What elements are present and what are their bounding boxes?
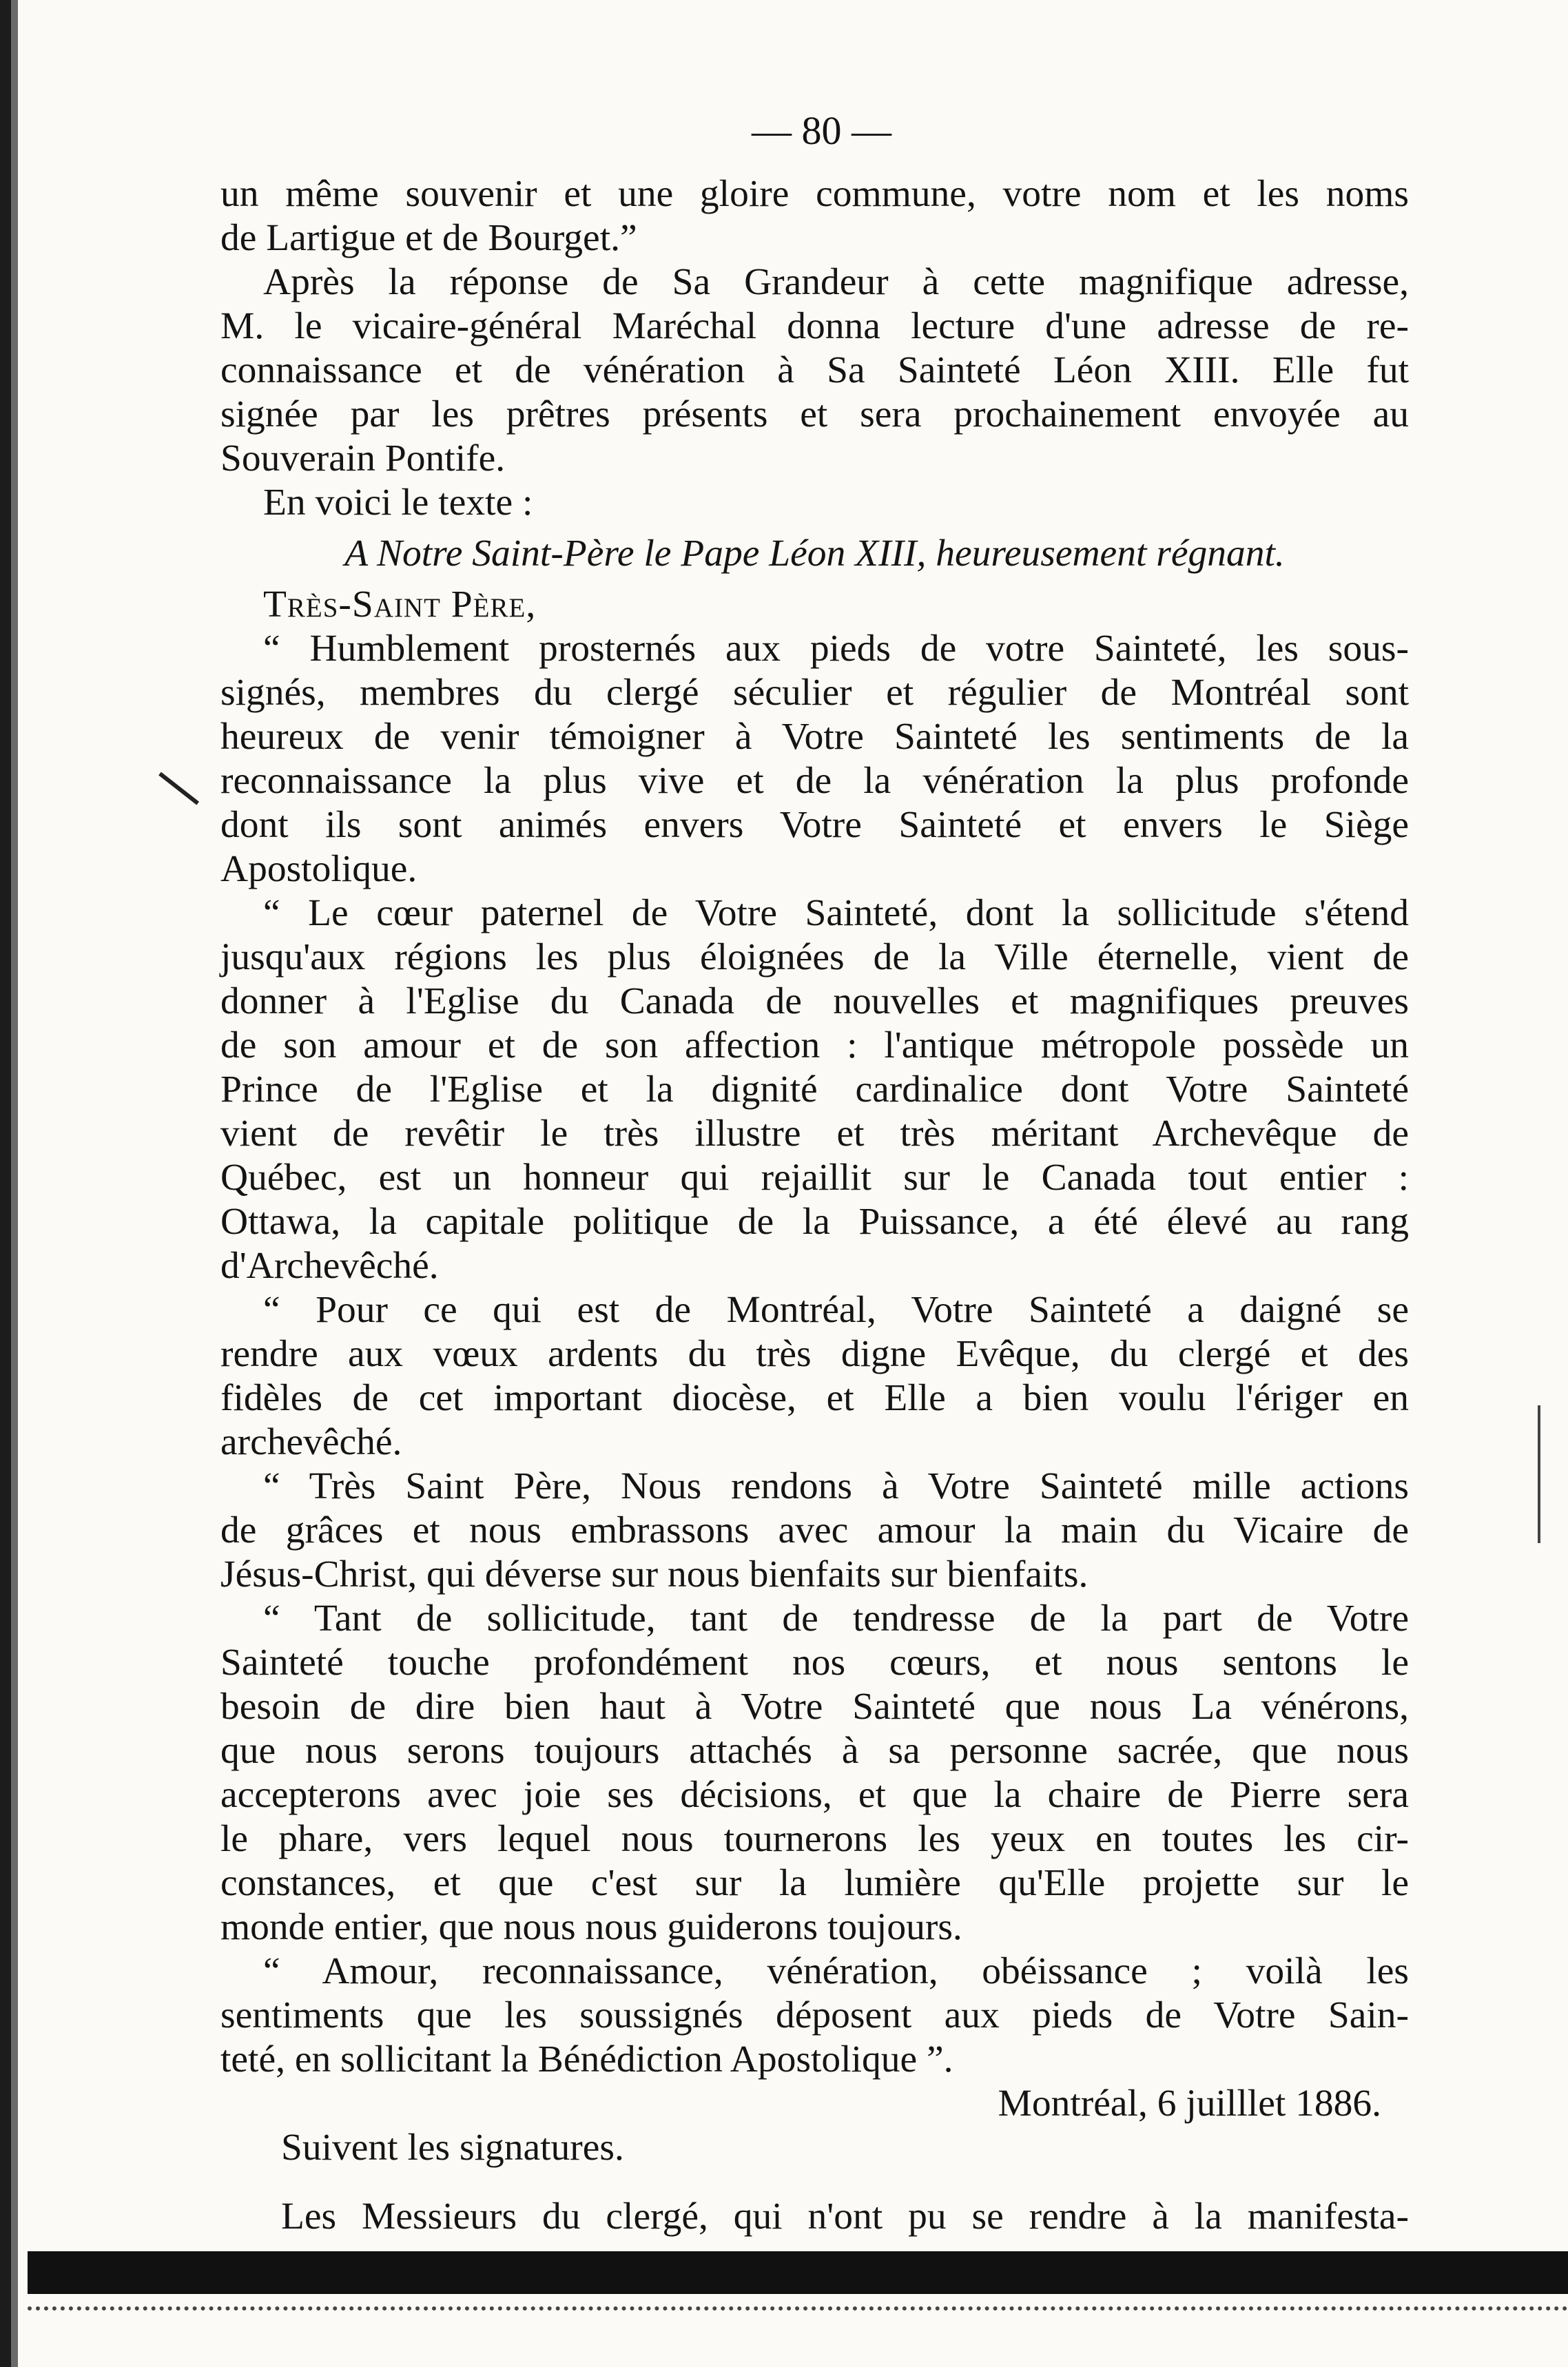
text-line: Jésus-Christ, qui déverse sur nous bienfaits sur bienfaits. [220,1553,1089,1595]
text-line: dont ils sont animés envers Votre Sainteté et envers le Siège [220,804,1409,846]
address-heading: A Notre Saint-Père le Pape Léon XIII, heureusement régnant. [344,533,1285,575]
signatures-note: Suivent les signatures. [281,2127,624,2169]
text-line: “ Le cœur paternel de Votre Sainteté, dont la sollicitude s'étend [263,892,1409,934]
text-line: En voici le texte : [263,482,533,524]
text-line: un même souvenir et une gloire commune, votre nom et les noms [220,173,1409,215]
scan-border-left-shadow [11,0,18,2367]
text-line: rendre aux vœux ardents du très digne Evêque, du clergé et des [220,1333,1409,1375]
text-line: sentiments que les soussignés déposent aux pieds de Votre Sain- [220,1994,1409,2036]
text-line: Les Messieurs du clergé, qui n'ont pu se rendre à la manifesta- [281,2195,1409,2237]
margin-pencil-mark [158,772,199,805]
text-line: Après la réponse de Sa Grandeur à cette magnifique adresse, [263,261,1409,303]
text-line: que nous serons toujours attachés à sa personne sacrée, que nous [220,1730,1409,1772]
scan-noise-bottom [28,2306,1568,2319]
document-page [220,96,1409,2239]
text-line: donner à l'Eglise du Canada de nouvelles et magnifiques preuves [220,980,1409,1022]
text-line: monde entier, que nous nous guiderons toujours. [220,1906,962,1948]
text-line: jusqu'aux régions les plus éloignées de la Ville éternelle, vient de [220,936,1409,978]
page-number: — 80 — [752,108,891,153]
text-line: “ Amour, reconnaissance, vénération, obéissance ; voilà les [263,1950,1409,1992]
text-line: Ottawa, la capitale politique de la Puissance, a été élevé au rang [220,1201,1409,1243]
text-line: le phare, vers lequel nous tournerons les yeux en toutes les cir- [220,1818,1409,1860]
text-line: reconnaissance la plus vive et de la vénération la plus profonde [220,760,1409,802]
text-line: signés, membres du clergé séculier et régulier de Montréal sont [220,672,1409,714]
text-line: “ Humblement prosternés aux pieds de votre Sainteté, les sous- [263,628,1409,670]
salutation: Très-Saint Père, [263,583,537,626]
text-line: Prince de l'Eglise et la dignité cardinalice dont Votre Sainteté [220,1068,1409,1110]
text-line: teté, en sollicitant la Bénédiction Apostolique ”. [220,2038,953,2080]
text-line: signée par les prêtres présents et sera prochainement envoyée au [220,393,1409,435]
text-line: Québec, est un honneur qui rejaillit sur le Canada tout entier : [220,1157,1409,1199]
text-line: Sainteté touche profondément nos cœurs, et nous sentons le [220,1642,1409,1684]
text-line: Souverain Pontife. [220,437,506,479]
text-line: “ Tant de sollicitude, tant de tendresse de la part de Votre [263,1598,1409,1640]
date-line: Montréal, 6 juilllet 1886. [998,2082,1381,2125]
text-line: archevêché. [220,1421,402,1463]
scan-border-bottom [28,2251,1568,2294]
text-line: de son amour et de son affection : l'antique métropole possède un [220,1024,1409,1066]
text-line: vient de revêtir le très illustre et très méritant Archevêque de [220,1113,1409,1155]
text-line: de Lartigue et de Bourget.” [220,217,637,259]
text-line: besoin de dire bien haut à Votre Sainteté que nous La vénérons, [220,1686,1409,1728]
text-line: de grâces et nous embrassons avec amour la main du Vicaire de [220,1509,1409,1551]
text-line: Apostolique. [220,848,417,890]
text-line: connaissance et de vénération à Sa Sainteté Léon XIII. Elle fut [220,349,1409,391]
text-line: d'Archevêché. [220,1245,439,1287]
text-line: M. le vicaire-général Maréchal donna lecture d'une adresse de re- [220,305,1409,347]
text-line: heureux de venir témoigner à Votre Sainteté les sentiments de la [220,716,1409,758]
text-line: constances, et que c'est sur la lumière qu'Elle projette sur le [220,1862,1409,1904]
text-line: accepterons avec joie ses décisions, et que la chaire de Pierre sera [220,1774,1409,1816]
text-line: fidèles de cet important diocèse, et Elle a bien voulu l'ériger en [220,1377,1409,1419]
text-line: “ Très Saint Père, Nous rendons à Votre Sainteté mille actions [263,1465,1409,1507]
margin-line-mark [1538,1405,1540,1543]
text-line: “ Pour ce qui est de Montréal, Votre Sainteté a daigné se [263,1289,1409,1331]
scan-border-left [0,0,11,2367]
